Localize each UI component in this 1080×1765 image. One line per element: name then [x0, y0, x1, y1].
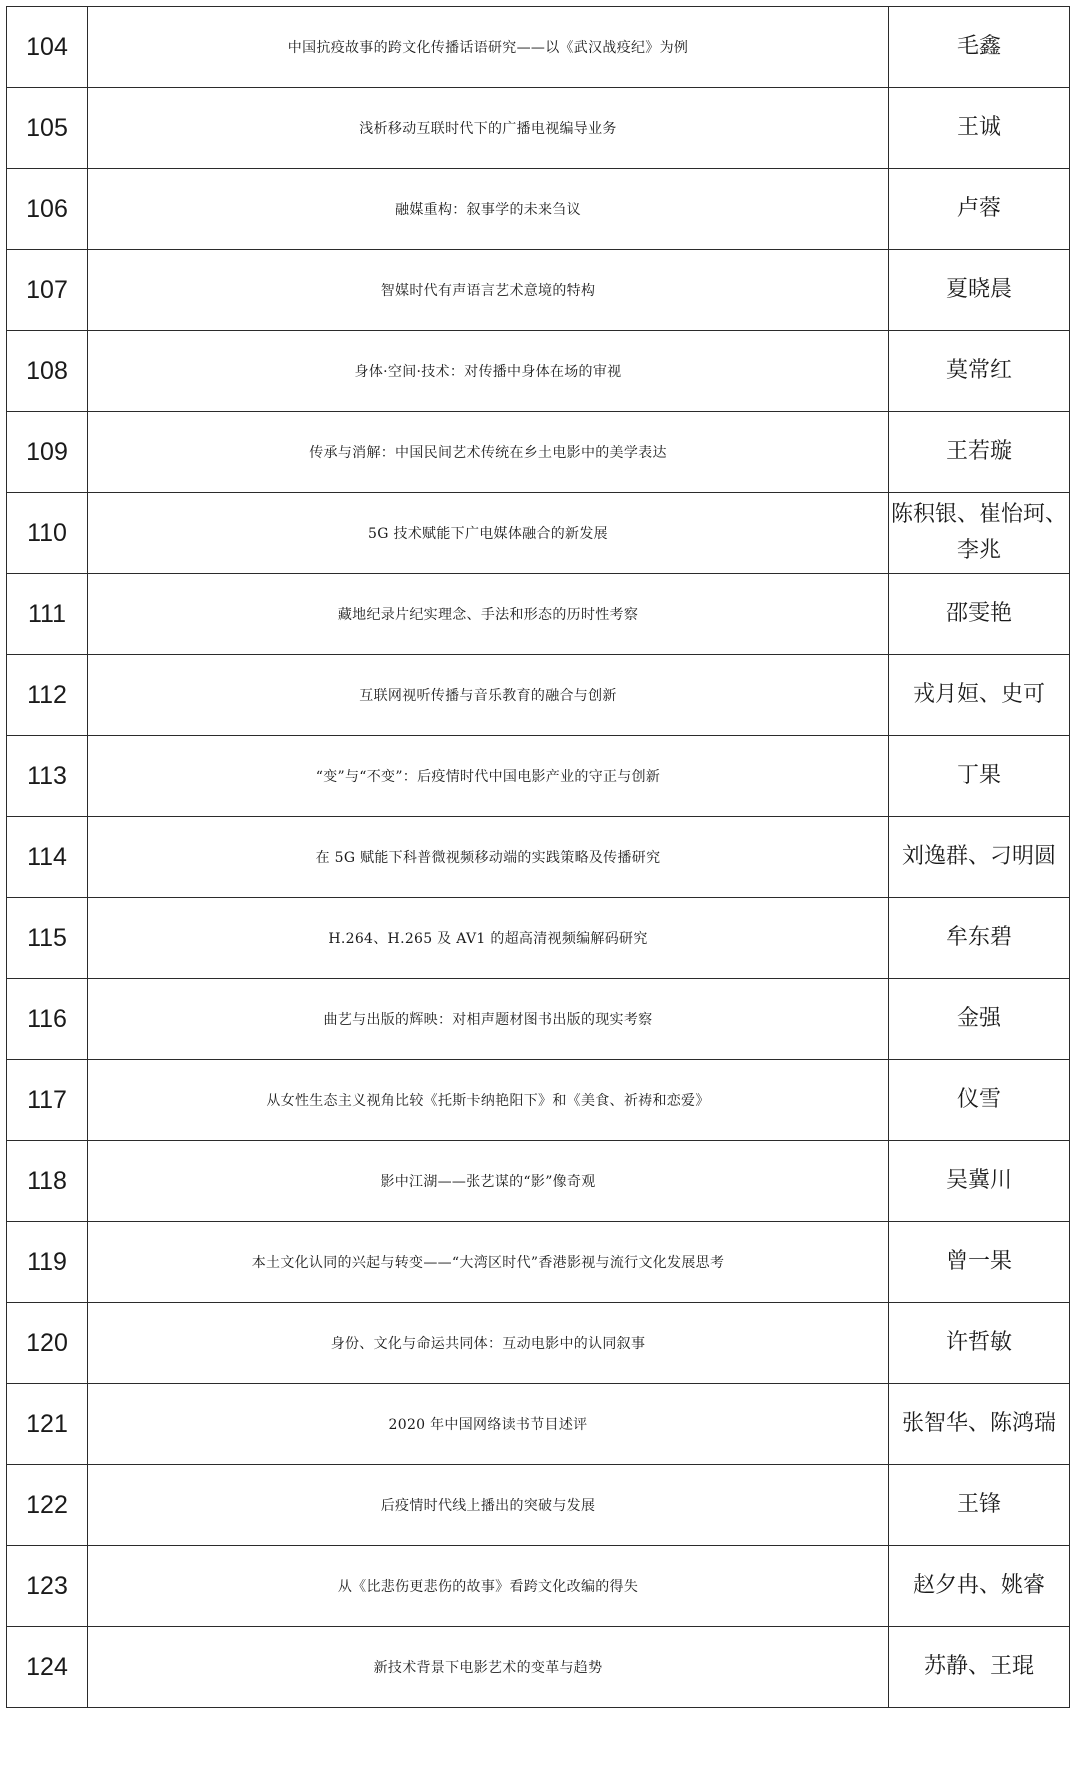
- paper-author: 许哲敏: [889, 1303, 1070, 1384]
- paper-author: 戎月姮、史可: [889, 655, 1070, 736]
- table-row: [7, 1141, 1070, 1222]
- table-row: [7, 493, 1070, 574]
- paper-title: 从《比悲伤更悲伤的故事》看跨文化改编的得失: [88, 1546, 889, 1627]
- paper-author: 刘逸群、刁明圆: [889, 817, 1070, 898]
- paper-title: 传承与消解：中国民间艺术传统在乡土电影中的美学表达: [88, 412, 889, 493]
- row-number: 114: [7, 817, 88, 898]
- row-number: 123: [7, 1546, 88, 1627]
- paper-title: 智媒时代有声语言艺术意境的特构: [88, 250, 889, 331]
- row-number: 116: [7, 979, 88, 1060]
- paper-list-page: [6, 6, 1068, 1708]
- paper-title: 5G 技术赋能下广电媒体融合的新发展: [88, 493, 889, 574]
- paper-author: 王诚: [889, 88, 1070, 169]
- paper-author: 邵雯艳: [889, 574, 1070, 655]
- paper-author: 毛鑫: [889, 7, 1070, 88]
- paper-title: 身份、文化与命运共同体：互动电影中的认同叙事: [88, 1303, 889, 1384]
- paper-author: 曾一果: [889, 1222, 1070, 1303]
- paper-author: 张智华、陈鸿瑞: [889, 1384, 1070, 1465]
- table-row: [7, 898, 1070, 979]
- paper-author: 夏晓晨: [889, 250, 1070, 331]
- table-row: [7, 979, 1070, 1060]
- row-number: 118: [7, 1141, 88, 1222]
- row-number: 124: [7, 1627, 88, 1708]
- row-number: 121: [7, 1384, 88, 1465]
- row-number: 113: [7, 736, 88, 817]
- paper-title: 曲艺与出版的辉映：对相声题材图书出版的现实考察: [88, 979, 889, 1060]
- paper-author: 丁果: [889, 736, 1070, 817]
- paper-title: 2020 年中国网络读书节目述评: [88, 1384, 889, 1465]
- paper-title: 影中江湖——张艺谋的“影”像奇观: [88, 1141, 889, 1222]
- row-number: 112: [7, 655, 88, 736]
- paper-author: 吴冀川: [889, 1141, 1070, 1222]
- row-number: 111: [7, 574, 88, 655]
- table-row: [7, 736, 1070, 817]
- paper-title: 互联网视听传播与音乐教育的融合与创新: [88, 655, 889, 736]
- table-row: [7, 412, 1070, 493]
- paper-author: 金强: [889, 979, 1070, 1060]
- paper-title: H.264、H.265 及 AV1 的超高清视频编解码研究: [88, 898, 889, 979]
- paper-list-body: [7, 7, 1070, 1708]
- paper-title: 浅析移动互联时代下的广播电视编导业务: [88, 88, 889, 169]
- table-row: [7, 1384, 1070, 1465]
- paper-title: 藏地纪录片纪实理念、手法和形态的历时性考察: [88, 574, 889, 655]
- row-number: 117: [7, 1060, 88, 1141]
- paper-author: 王若璇: [889, 412, 1070, 493]
- row-number: 104: [7, 7, 88, 88]
- paper-author: 王锋: [889, 1465, 1070, 1546]
- paper-author: 陈积银、崔怡珂、李兆: [889, 493, 1070, 574]
- paper-title: 本土文化认同的兴起与转变——“大湾区时代”香港影视与流行文化发展思考: [88, 1222, 889, 1303]
- row-number: 108: [7, 331, 88, 412]
- table-row: [7, 1546, 1070, 1627]
- paper-title: 后疫情时代线上播出的突破与发展: [88, 1465, 889, 1546]
- table-row: [7, 1627, 1070, 1708]
- paper-author: 卢蓉: [889, 169, 1070, 250]
- paper-title: 从女性生态主义视角比较《托斯卡纳艳阳下》和《美食、祈祷和恋爱》: [88, 1060, 889, 1141]
- row-number: 107: [7, 250, 88, 331]
- paper-title: 在 5G 赋能下科普微视频移动端的实践策略及传播研究: [88, 817, 889, 898]
- paper-title: 新技术背景下电影艺术的变革与趋势: [88, 1627, 889, 1708]
- row-number: 120: [7, 1303, 88, 1384]
- row-number: 110: [7, 493, 88, 574]
- row-number: 115: [7, 898, 88, 979]
- table-row: [7, 655, 1070, 736]
- row-number: 119: [7, 1222, 88, 1303]
- paper-author: 莫常红: [889, 331, 1070, 412]
- table-row: [7, 1060, 1070, 1141]
- paper-title: 中国抗疫故事的跨文化传播话语研究——以《武汉战疫纪》为例: [88, 7, 889, 88]
- table-row: [7, 817, 1070, 898]
- paper-title: 融媒重构：叙事学的未来刍议: [88, 169, 889, 250]
- table-row: [7, 1465, 1070, 1546]
- paper-author: 苏静、王琨: [889, 1627, 1070, 1708]
- paper-author: 赵夕冉、姚睿: [889, 1546, 1070, 1627]
- table-row: [7, 1303, 1070, 1384]
- row-number: 105: [7, 88, 88, 169]
- paper-author: 仪雪: [889, 1060, 1070, 1141]
- table-row: [7, 169, 1070, 250]
- row-number: 122: [7, 1465, 88, 1546]
- paper-list-table: [6, 6, 1070, 1708]
- table-row: [7, 574, 1070, 655]
- table-row: [7, 331, 1070, 412]
- row-number: 109: [7, 412, 88, 493]
- paper-title: 身体·空间·技术：对传播中身体在场的审视: [88, 331, 889, 412]
- table-row: [7, 7, 1070, 88]
- table-row: [7, 1222, 1070, 1303]
- paper-author: 牟东碧: [889, 898, 1070, 979]
- paper-title: “变”与“不变”：后疫情时代中国电影产业的守正与创新: [88, 736, 889, 817]
- table-row: [7, 88, 1070, 169]
- row-number: 106: [7, 169, 88, 250]
- table-row: [7, 250, 1070, 331]
